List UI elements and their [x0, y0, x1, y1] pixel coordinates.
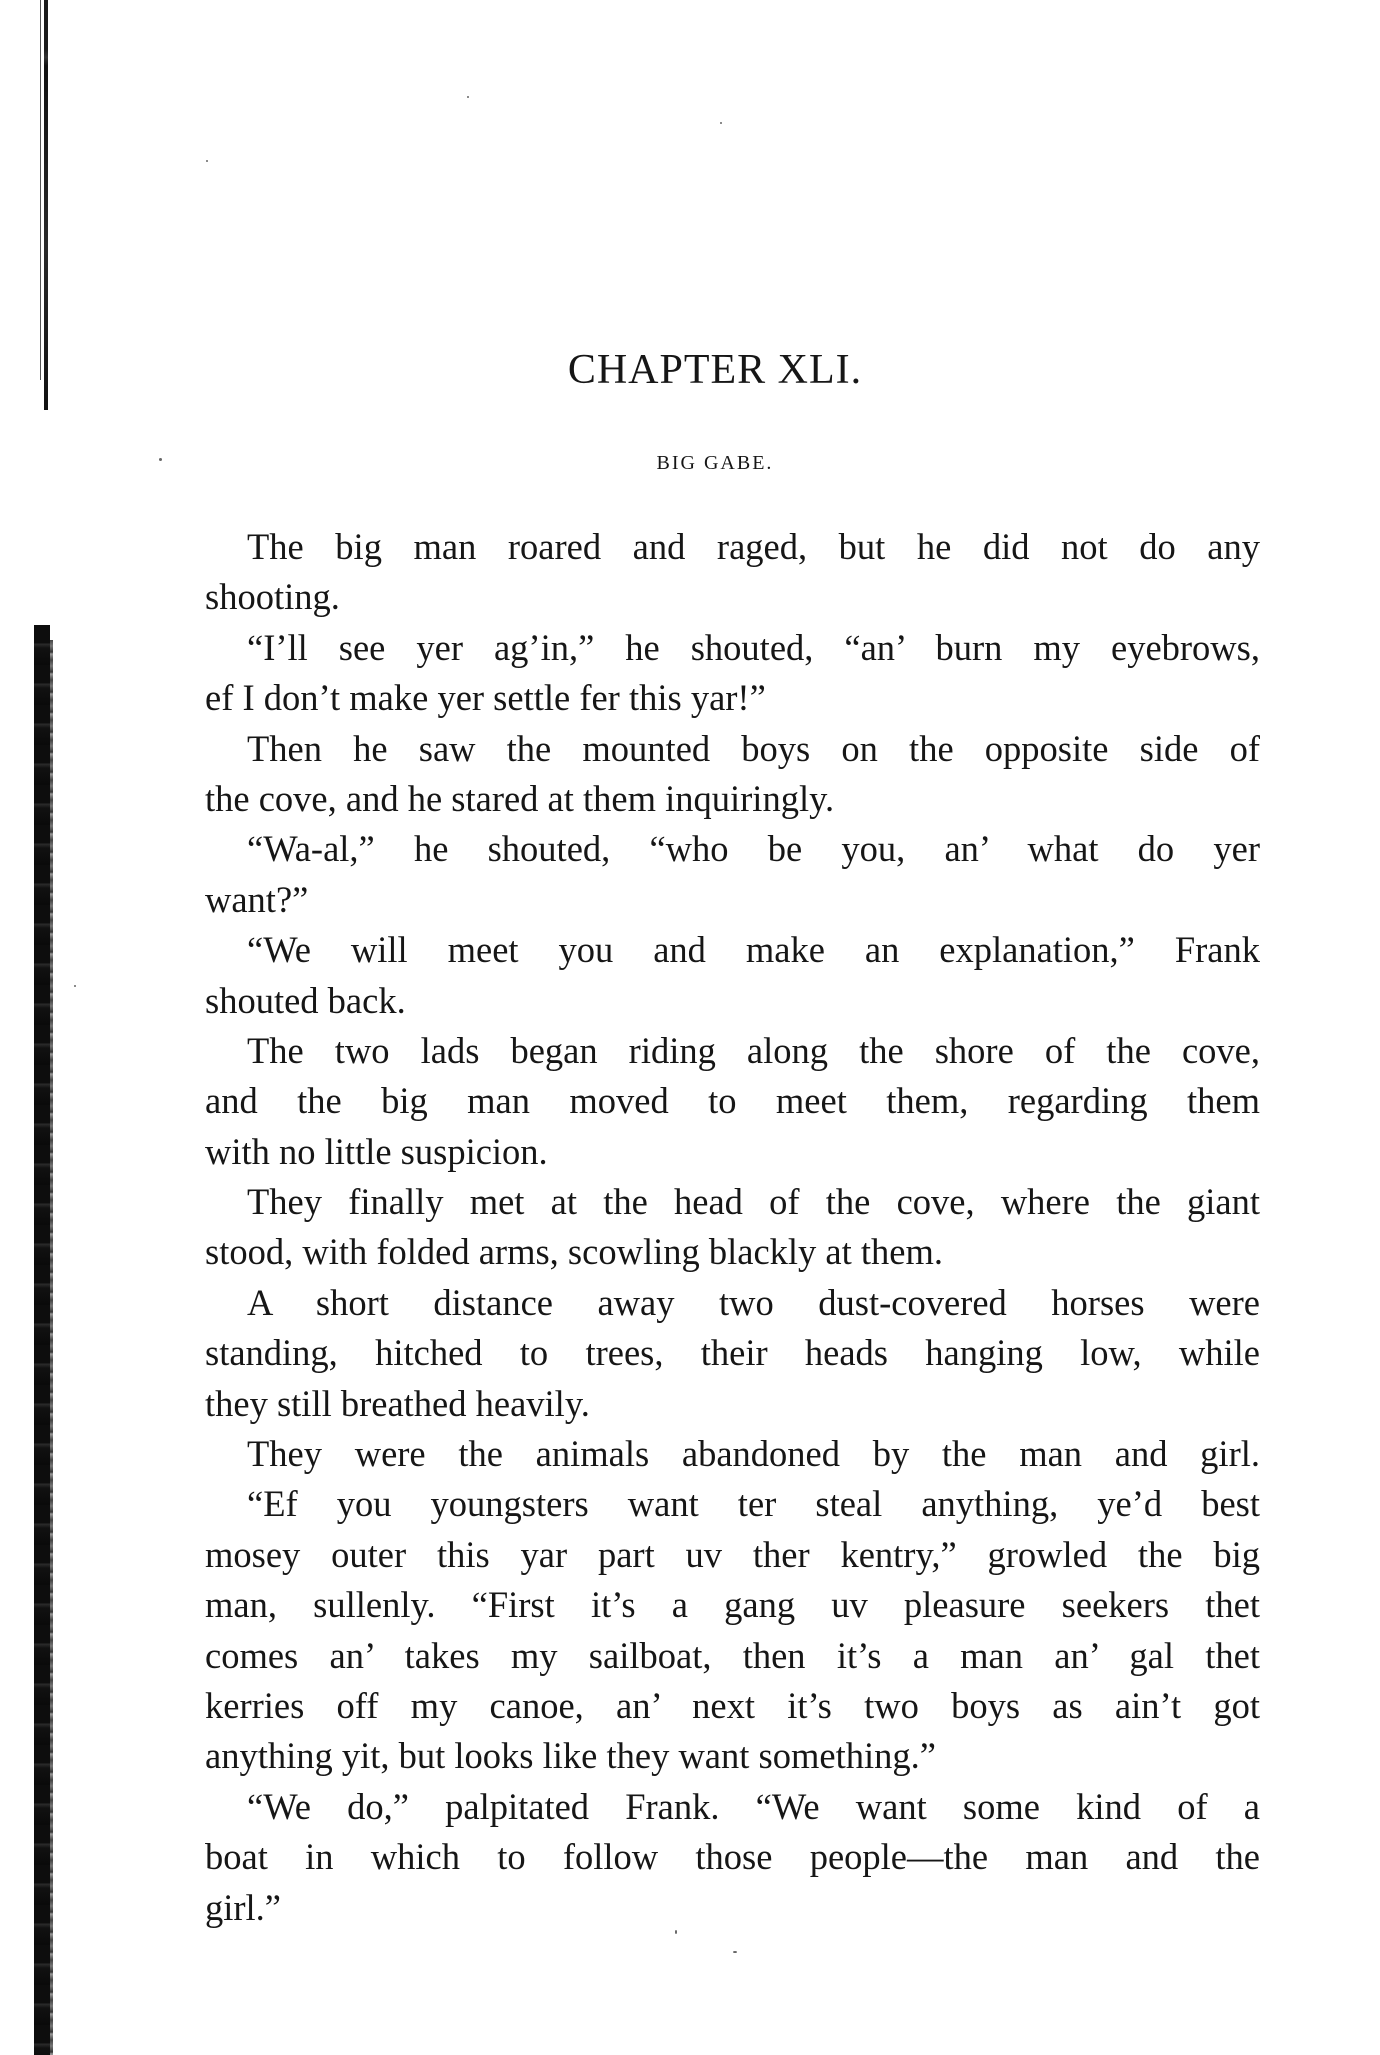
text-line: The big man roared and raged, but he did not do any: [247, 526, 1260, 567]
chapter-body-text: [205, 522, 1260, 1933]
text-line: “Wa-al,” he shouted, “who be you, an’ what do yer: [247, 828, 1260, 870]
scan-speck: [74, 985, 76, 987]
text-line: and the big man moved to meet them, regarding them: [205, 1080, 1260, 1122]
text-line: Then he saw the mounted boys on the opposite side of: [247, 727, 1260, 769]
text-line: mosey outer this yar part uv ther kentry,” growled the big: [205, 1533, 1260, 1575]
scan-speck: [467, 96, 469, 98]
text-line: A short distance away two dust-covered horses were: [247, 1281, 1260, 1323]
scan-speck: [206, 160, 208, 162]
text-line: The two lads began riding along the shore of the cove,: [247, 1029, 1260, 1071]
chapter-subtitle: BIG GABE.: [656, 452, 774, 474]
text-line: anything yit, but looks like they want something.”: [205, 1735, 936, 1777]
binding-edge-bottom: [34, 625, 50, 2055]
scan-speck: [733, 1951, 737, 1953]
text-line: “Ef you youngsters want ter steal anything, ye’d best: [247, 1483, 1260, 1525]
text-line: “We will meet you and make an explanation,” Frank: [247, 929, 1260, 971]
text-line: stood, with folded arms, scowling blackly at them.: [205, 1231, 943, 1273]
text-line: “We do,” palpitated Frank. “We want some kind of a: [247, 1785, 1260, 1827]
text-line: boat in which to follow those people—the man and the: [205, 1836, 1260, 1878]
text-line: standing, hitched to trees, their heads hanging low, while: [205, 1332, 1260, 1374]
text-line: They finally met at the head of the cove, where the giant: [247, 1181, 1260, 1223]
text-line: ef I don’t make yer settle fer this yar!”: [205, 677, 766, 719]
chapter-title: CHAPTER XLI.: [567, 347, 863, 393]
text-line: they still breathed heavily.: [205, 1382, 590, 1424]
text-line: man, sullenly. “First it’s a gang uv pleasure seekers thet: [205, 1584, 1260, 1626]
text-line: shooting.: [205, 576, 340, 618]
text-line: with no little suspicion.: [205, 1130, 548, 1172]
text-line: want?”: [205, 878, 309, 920]
text-line: “I’ll see yer ag’in,” he shouted, “an’ burn my eyebrows,: [247, 626, 1260, 668]
text-line: girl.”: [205, 1886, 282, 1928]
text-line: kerries off my canoe, an’ next it’s two boys as ain’t got: [205, 1684, 1260, 1726]
text-line: comes an’ takes my sailboat, then it’s a man an’ gal thet: [205, 1634, 1260, 1676]
scan-speck: [720, 122, 722, 124]
binding-edge-bottom-highlight: [50, 640, 53, 2055]
text-line: shouted back.: [205, 979, 406, 1021]
text-line: the cove, and he stared at them inquiringly.: [205, 777, 835, 819]
text-line: They were the animals abandoned by the man and girl.: [247, 1433, 1260, 1475]
binding-edge-top-thin: [40, 0, 41, 380]
